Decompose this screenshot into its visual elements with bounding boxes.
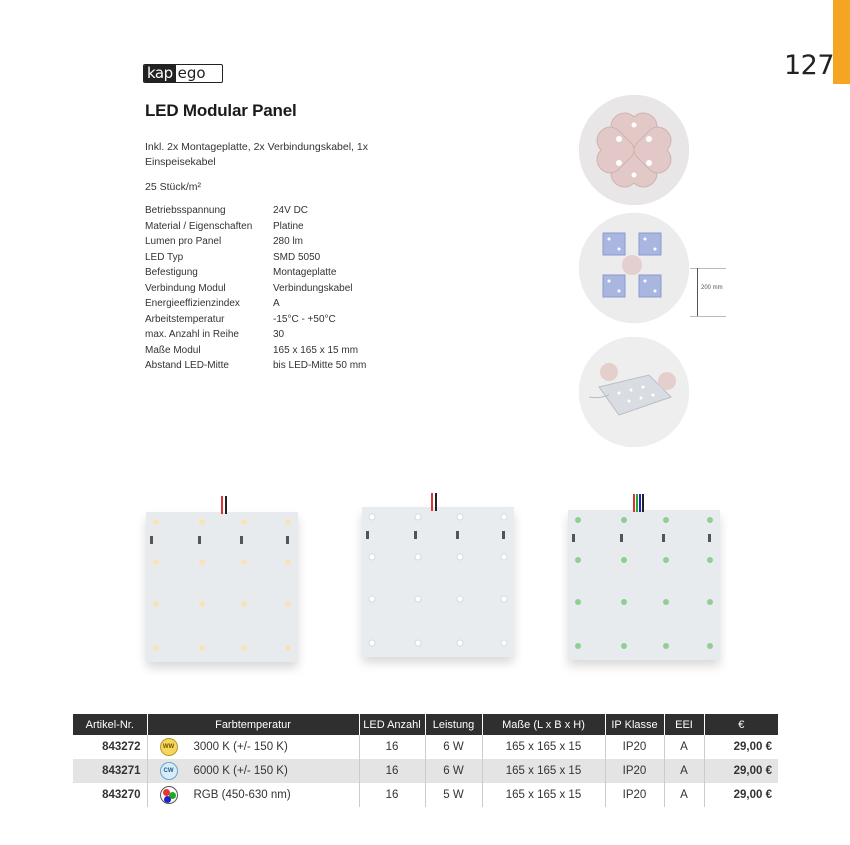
dimensions: 165 x 165 x 15 — [482, 735, 605, 759]
spec-row — [145, 358, 413, 374]
spec-value: SMD 5050 — [273, 251, 321, 263]
dimension-label: 200 mm — [701, 285, 723, 291]
spec-value: 30 — [273, 329, 285, 340]
ip-class: IP20 — [605, 783, 664, 807]
spec-value: 165 x 165 x 15 mm — [273, 344, 359, 356]
panel-photo-rgb — [568, 510, 720, 660]
color-temperature: 3000 K (+/- 150 K) — [193, 741, 288, 753]
panel-photo-cold-white — [362, 507, 514, 657]
led-count: 16 — [359, 759, 425, 783]
spec-row — [145, 296, 413, 312]
spec-key: Energieeffizienzindex — [145, 298, 240, 309]
warm-white-icon: WW — [160, 738, 178, 756]
price: 29,00 € — [733, 789, 772, 801]
ip-class: IP20 — [605, 759, 664, 783]
price: 29,00 € — [704, 759, 778, 783]
header-led-count: LED Anzahl — [359, 714, 425, 735]
price: 29,00 € — [733, 741, 772, 753]
eei: A — [664, 735, 704, 759]
spec-key: Verbindung Modul — [145, 282, 226, 294]
logo-text-light: ego — [177, 64, 206, 82]
spec-value: 24V DC — [273, 205, 309, 216]
led-count: 16 — [359, 783, 425, 807]
dimension-line-bottom — [690, 316, 726, 317]
header-price: € — [704, 714, 778, 735]
dimensions: 165 x 165 x 15 — [482, 783, 605, 807]
spec-value: Montageplatte — [273, 267, 337, 278]
power: 6 W — [425, 759, 482, 783]
spec-value: -15°C - +50°C — [273, 313, 336, 325]
panel-photo-warm-white — [146, 512, 298, 662]
header-power: Leistung — [425, 714, 482, 735]
color-temperature: RGB (450-630 nm) — [193, 789, 291, 801]
brand-logo — [143, 64, 223, 83]
color-temperature-cell — [147, 759, 359, 783]
mounting-plate-photo — [579, 95, 689, 205]
spec-key: Befestigung — [145, 267, 198, 278]
connection-diagram-photo — [579, 213, 689, 323]
spec-row — [145, 312, 413, 328]
dimensions: 165 x 165 x 15 — [482, 759, 605, 783]
spec-list — [145, 203, 413, 374]
table-row — [73, 783, 778, 807]
spec-value: 280 lm — [273, 236, 304, 247]
table-row — [73, 735, 778, 759]
product-description: Inkl. 2x Montageplatte, 2x Verbindungskabel, 1x Einspeisekabel — [145, 141, 368, 168]
table-header-row — [73, 714, 778, 735]
spec-row — [145, 250, 413, 266]
dimension-line-top — [690, 268, 726, 269]
header-article: Artikel-Nr. — [73, 714, 147, 735]
spec-key: Abstand LED-Mitte — [145, 360, 229, 371]
header-ip-class: IP Klasse — [605, 714, 664, 735]
spec-key: Lumen pro Panel — [145, 236, 222, 247]
article-number: 843272 — [73, 735, 147, 759]
spec-row — [145, 265, 413, 281]
spec-key: LED Typ — [145, 251, 184, 263]
ip-class: IP20 — [605, 735, 664, 759]
article-number: 843270 — [73, 783, 147, 807]
header-color-temperature: Farbtemperatur — [147, 714, 359, 735]
spec-key: Betriebsspannung — [145, 205, 226, 216]
spec-value: bis LED-Mitte 50 mm — [273, 360, 367, 371]
product-table — [73, 714, 778, 807]
spec-key: Arbeitstemperatur — [145, 313, 225, 325]
header-eei: EEI — [664, 714, 704, 735]
power: 6 W — [425, 735, 482, 759]
spec-value: Platine — [273, 220, 304, 232]
assembled-panel-photo — [579, 337, 689, 447]
spec-key: max. Anzahl in Reihe — [145, 329, 239, 340]
pieces-per-sqm: 25 Stück/m² — [145, 181, 202, 193]
spec-value: A — [273, 298, 280, 309]
cold-white-icon: CW — [160, 762, 178, 780]
color-temperature-cell — [147, 735, 359, 759]
spec-row — [145, 219, 413, 235]
eei: A — [664, 783, 704, 807]
logo-text-dark: kap — [144, 65, 176, 82]
article-number: 843271 — [73, 759, 147, 783]
spec-key: Material / Eigenschaften — [145, 220, 253, 232]
header-dimensions: Maße (L x B x H) — [482, 714, 605, 735]
spec-row — [145, 343, 413, 359]
color-temperature-cell — [147, 783, 359, 807]
spec-row — [145, 203, 413, 219]
section-tab — [833, 0, 850, 84]
spec-key: Maße Modul — [145, 344, 201, 356]
power: 5 W — [425, 783, 482, 807]
dimension-arrow — [697, 268, 698, 316]
table-row — [73, 759, 778, 783]
eei: A — [664, 759, 704, 783]
spec-row — [145, 281, 413, 297]
led-count: 16 — [359, 735, 425, 759]
page-number: 127 — [784, 50, 835, 81]
color-temperature: 6000 K (+/- 150 K) — [193, 765, 288, 777]
spec-row — [145, 234, 413, 250]
product-title: LED Modular Panel — [145, 101, 297, 120]
spec-row — [145, 327, 413, 343]
spec-value: Verbindungskabel — [273, 282, 353, 294]
rgb-icon — [160, 786, 178, 804]
